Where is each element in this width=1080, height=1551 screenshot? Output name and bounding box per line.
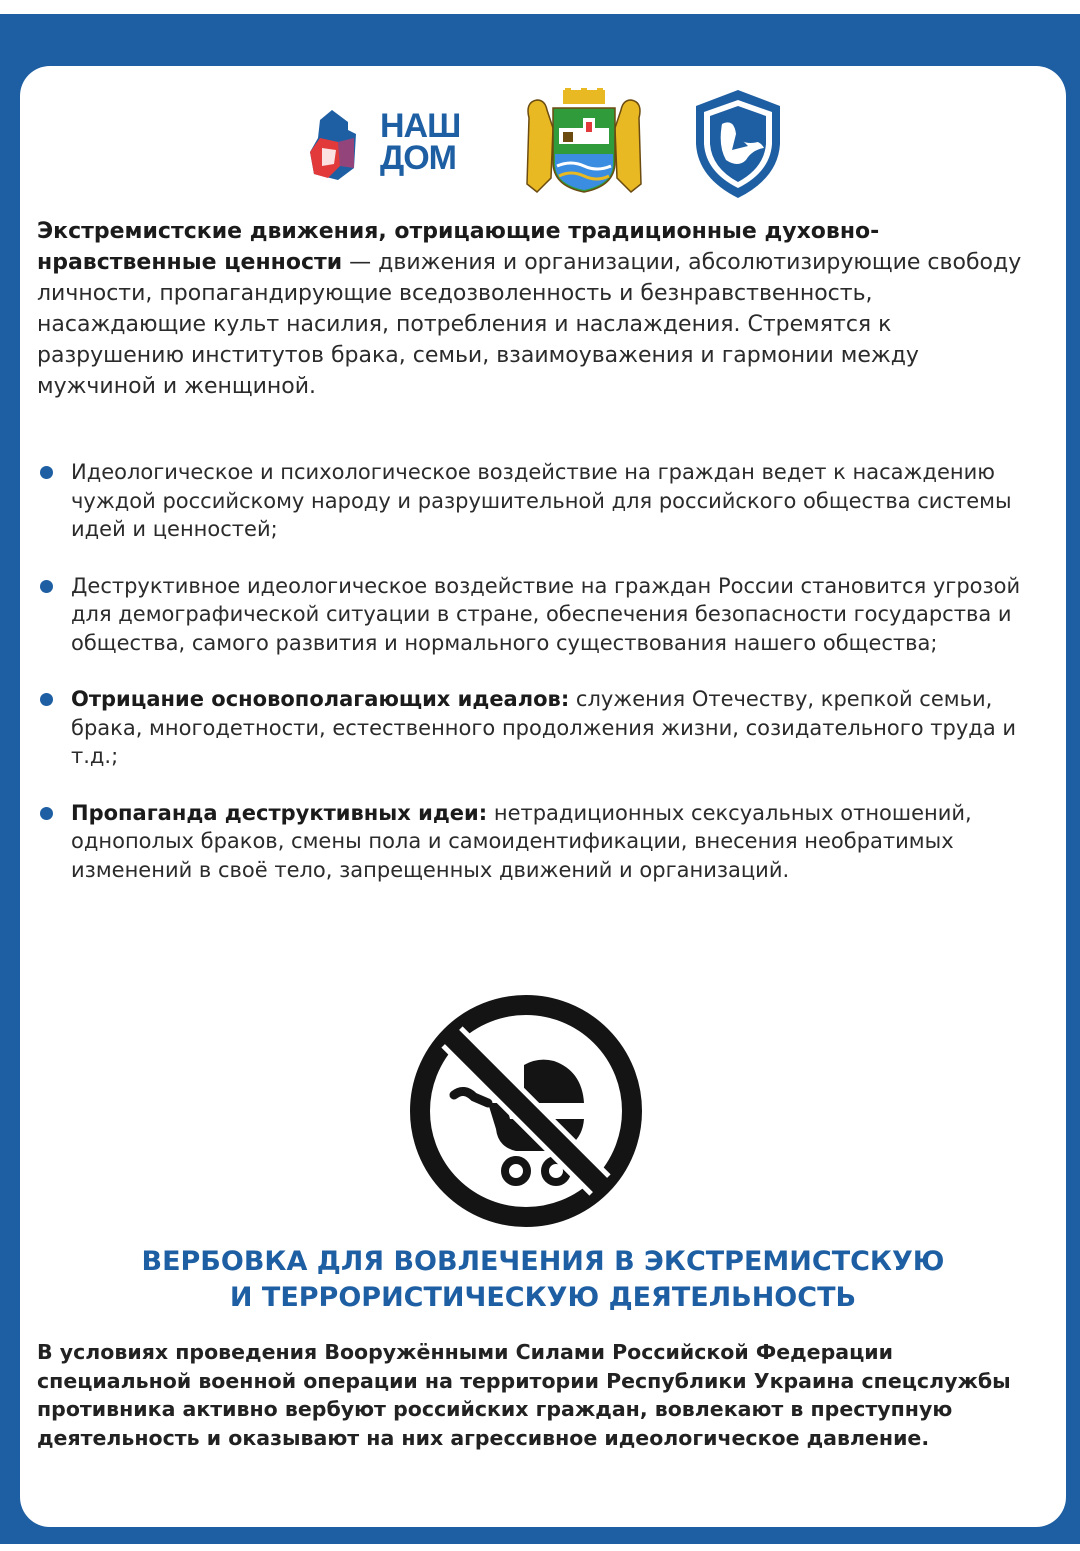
intro-paragraph <box>37 216 1027 402</box>
bullet-dot-icon <box>40 466 53 479</box>
intro-bold: Экстремистские движения, отрицающие традиционные духовно-нравственные ценности <box>37 219 880 275</box>
bullet-dot-icon <box>40 580 53 593</box>
shield-dove-icon <box>692 88 784 200</box>
bullet-text: нетрадиционных сексуальных отношений, однополых браков, смены пола и самоидентификации, внесения необратимых изменений в своё тело, запрещенных движений и организаций. <box>71 800 972 882</box>
nash-dom-line2: ДОМ <box>380 139 456 177</box>
bullet-dot-icon <box>40 693 53 706</box>
bullet-text: Деструктивное идеологическое воздействие на граждан России становится угрозой для демографической ситуации в стране, обеспечения безопасности государства и общества, самого развития и нормального существования нашего общества; <box>71 573 1021 655</box>
bullet-list <box>37 458 1037 912</box>
bullet-text: Идеологическое и психологическое воздействие на граждан ведет к насаждению чуждой российскому народу и разрушительной для российского общества системы идей и ценностей; <box>71 460 1012 541</box>
bullet-item <box>37 458 1037 544</box>
heading-line2: И ТЕРРОРИСТИЧЕСКУЮ ДЕЯТЕЛЬНОСТЬ <box>229 1282 857 1313</box>
nash-dom-logo-icon <box>308 108 358 182</box>
logo-row <box>20 76 1066 196</box>
intro-text: — движения и организации, абсолютизирующие свободу личности, пропагандирующие вседозволенность и безнравственность, насаждающие культ насилия, потребления и наслаждения. Стремятся к разрушению институтов брака, семьи, взаимоуважения и гармонии между мужчиной и женщиной. <box>37 250 1022 399</box>
bullet-item <box>37 685 1037 771</box>
nash-dom-line1: НАШ <box>380 107 461 145</box>
nash-dom-logo-text <box>380 107 461 177</box>
content-card <box>20 66 1066 1527</box>
bullet-item <box>37 572 1037 658</box>
heading-line1: ВЕРБОВКА ДЛЯ ВОВЛЕЧЕНИЯ В ЭКСТРЕМИСТСКУЮ <box>141 1246 945 1277</box>
prohibited-stroller-icon <box>406 991 646 1231</box>
section-heading <box>20 1244 1066 1316</box>
bullet-text: служения Отечеству, крепкой семьи, брака, многодетности, естественного продолжения жизни, созидательного труда и т.д.; <box>71 687 1017 768</box>
bullet-dot-icon <box>40 807 53 820</box>
bullet-bold: Отрицание основополагающих идеалов: <box>71 687 570 711</box>
page-frame <box>0 14 1080 1544</box>
bullet-item <box>37 799 1037 885</box>
city-coat-of-arms-icon <box>523 88 645 198</box>
closing-paragraph: В условиях проведения Вооружёнными Силами Российской Федерации специальной военной операции на территории Республики Украина спецслужбы противника активно вербуют российских граждан, вовлекают в преступную деятельность и оказывают на них агрессивное идеологическое давление. <box>37 1340 1011 1450</box>
bullet-bold: Пропаганда деструктивных идеи: <box>71 800 488 825</box>
